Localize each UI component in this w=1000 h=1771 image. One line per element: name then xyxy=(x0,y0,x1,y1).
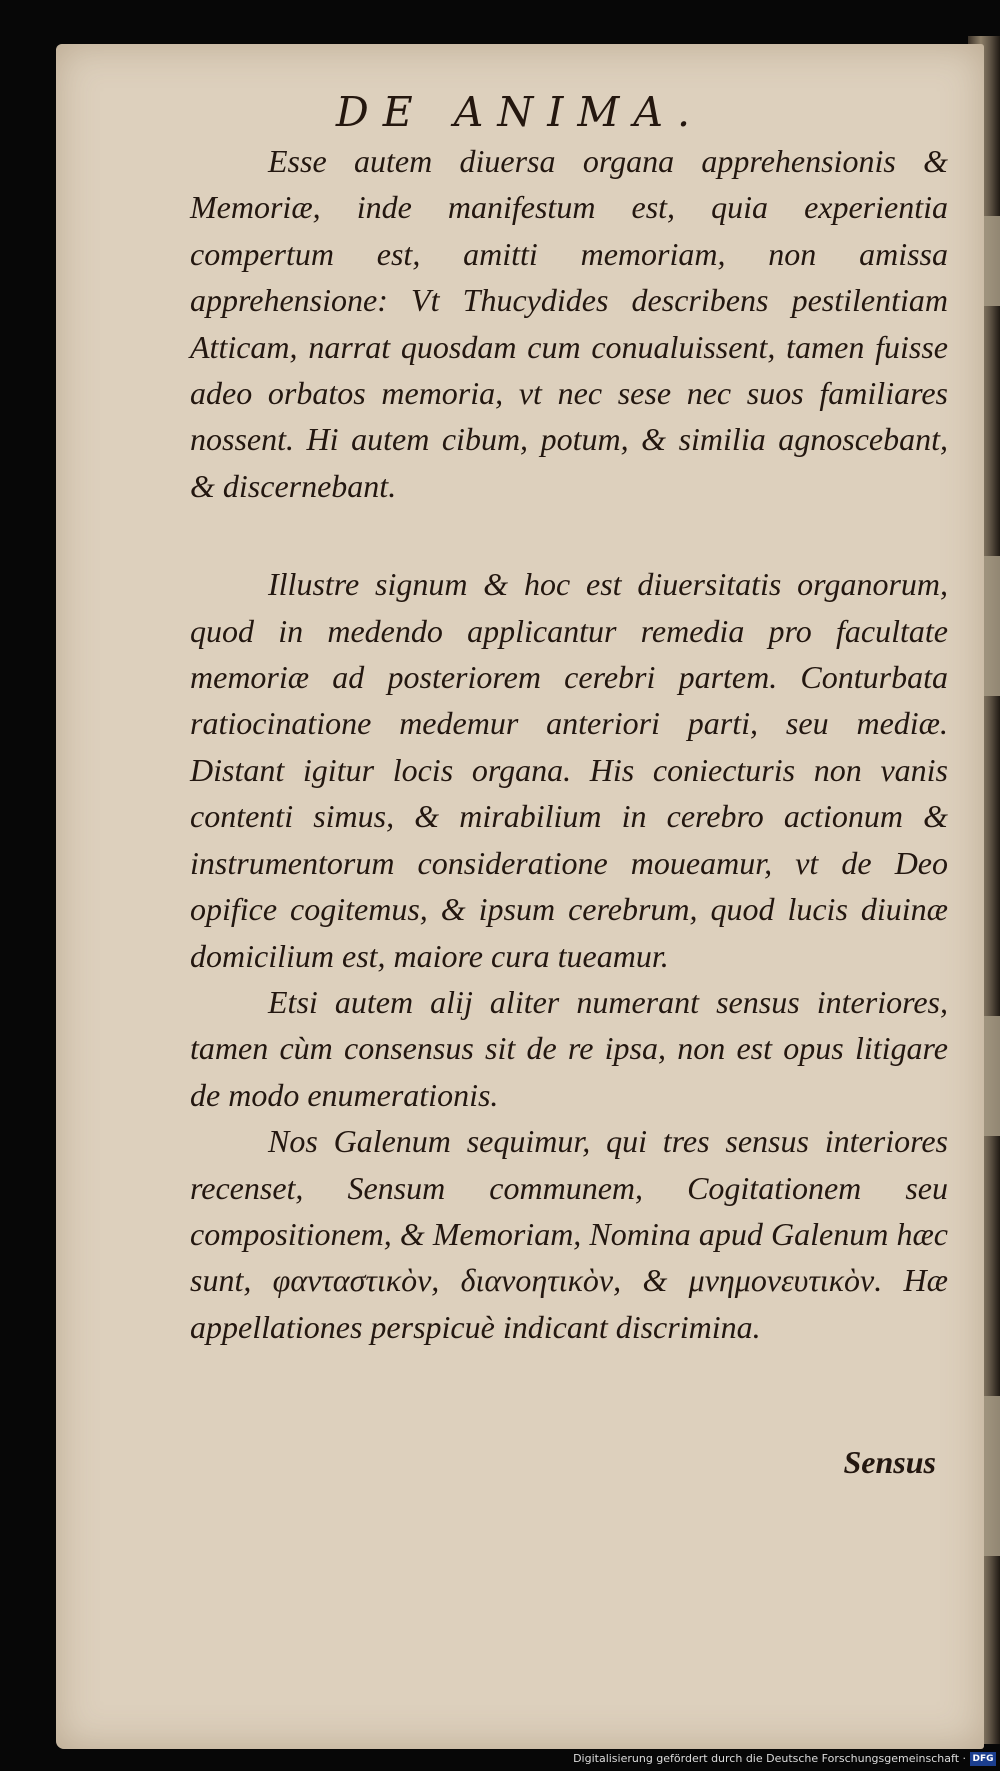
paragraph-4: Nos Galenum sequimur, qui tres sensus interiores recenset, Sensum communem, Cogitationem seu compositionem, & Memoriam, Nomina apud Galenum hæc sunt, φανταστικὸν, διανοητικὸν, & μνημονευτικὸν. Hæ appellationes perspicuè indicant discrimina. xyxy=(190,1123,948,1345)
paragraph-1: Esse autem diuersa organa apprehensionis & Memoriæ, inde manifestum est, quia experientia compertum est, amitti memoriam, non amissa apprehensione: Vt Thucydides describens pestilentiam Atticam, narrat quosdam cum conualuissent, tamen fuisse adeo orbatos memoria, vt nec sese nec suos familiares nossent. Hi autem cibum, potum, & similia agnoscebant, & discernebant. xyxy=(190,143,948,504)
paragraph-2: Illustre signum & hoc est diuersitatis organorum, quod in medendo applicantur remedia pro facultate memoriæ ad posteriorem cerebri partem. Conturbata ratiocinatione medemur anteriori parti, seu mediæ. Distant igitur locis organa. His coniecturis non vanis contenti simus, & mirabilium in cerebro actionum & instrumentorum consideratione moueamur, vt de Deo opifice cogitemus, & ipsum cerebrum, quod lucis diuinæ domicilium est, maiore cura tueamur. xyxy=(190,566,948,974)
digitization-credit: Digitalisierung gefördert durch die Deutsche Forschungsgemeinschaft · xyxy=(573,1752,966,1765)
dfg-logo-icon: DFG xyxy=(970,1752,996,1766)
catchword: Sensus xyxy=(843,1444,936,1480)
page-edge-tab xyxy=(982,1016,1000,1136)
body-text xyxy=(190,138,948,1350)
page-edge-tab xyxy=(982,1396,1000,1556)
paragraph-3: Etsi autem alij aliter numerant sensus interiores, tamen cùm consensus sit de re ipsa, non est opus litigare de modo enumerationis. xyxy=(190,983,948,1113)
running-head: DE ANIMA. xyxy=(335,88,705,136)
page-edge-tab xyxy=(982,216,1000,306)
page-edge-tab xyxy=(982,556,1000,696)
